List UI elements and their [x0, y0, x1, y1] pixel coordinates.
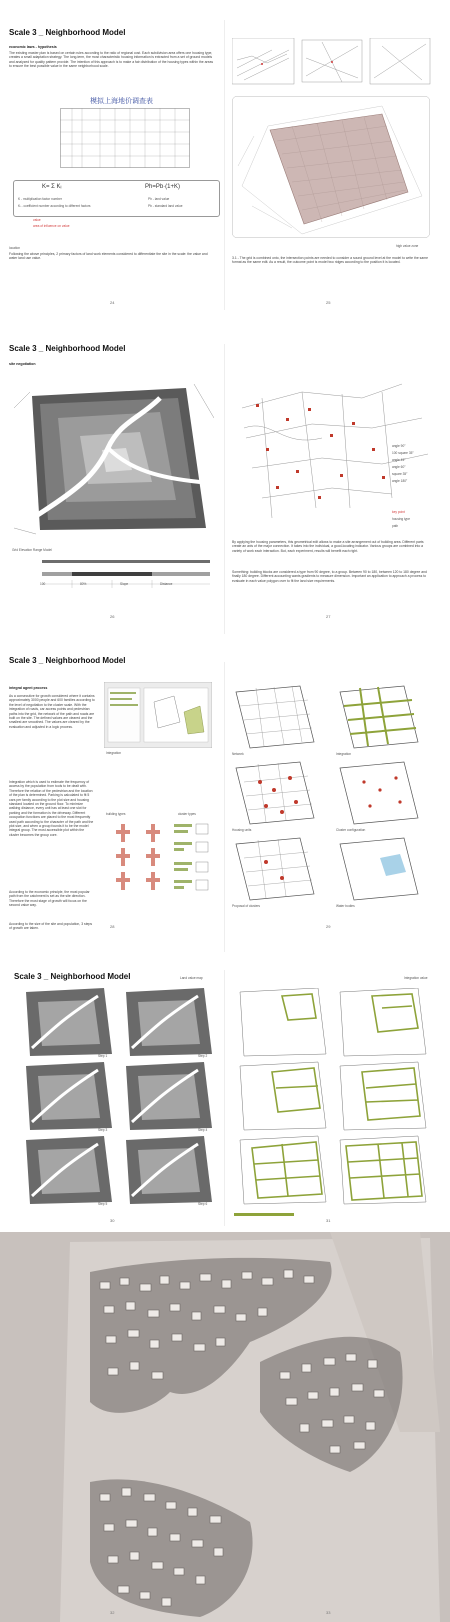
chart-label-80: 80%: [80, 582, 87, 586]
model-photo-spread: [0, 1232, 450, 1622]
page-title: Scale 3 _ Neighborhood Model: [9, 344, 126, 353]
section-subtitle: site negotiation: [9, 362, 36, 366]
section-subtitle: economic laws - hypothesis: [9, 45, 57, 49]
step-2-left: Step 2: [198, 1054, 208, 1058]
page-number-right: 25: [326, 300, 331, 305]
page-number-left: 26: [110, 614, 115, 619]
step-4-left: Step 4: [198, 1128, 208, 1132]
body-paragraph-4: According to the size of the site and population, 3 steps of growth are taken.: [9, 922, 93, 931]
land-value-table: [60, 108, 190, 168]
body-paragraph-1: As a consecutive for growth considered where it contains approximately 3000 people and 600 families according to the level of negotiation to the cluster scale. With the integration of roads, car access points and pedestrian paths into the grid, the network of the path and roads are built on the site. The defined values are cleared and the smallest are smoothed. The values are cleared by the evaluation and adjusted in a logic process.: [9, 694, 95, 729]
legend-right-2: Pb - standard land value: [148, 204, 183, 208]
step-5-left: Step 5: [98, 1202, 108, 1206]
screen-title: Integration: [106, 751, 122, 755]
page-number-right: 27: [326, 614, 331, 619]
building-types-label: building types: [106, 812, 126, 816]
building-type-diagrams: [106, 818, 212, 898]
terrain-grid-drawing: [232, 96, 430, 238]
grid-label-integration: Integration: [336, 752, 352, 756]
bottom-paragraph: Following the above principles, 2 primary factors of land work elements considered to differentiate the site in the scale: the value and water land use value.: [9, 252, 208, 261]
legend-red-value: value: [33, 218, 41, 222]
chart-label-grid: Grid Elevation Range Model: [12, 548, 52, 552]
page-title: Scale 3 _ Neighborhood Model: [9, 656, 126, 665]
right-paragraph-1: By applying the housing parameters, this geometrical edit allows to make a site arrangement out of building area. Different parts create an axis of the major connection. It takes into the individual, a good-locating indicator. Various groups are combined into a variety of work each interaction. But, each experiment, results will benefit each right.: [232, 540, 424, 553]
chart-label-distance: Distance: [160, 582, 173, 586]
step-6-left: Step 6: [198, 1202, 208, 1206]
scale-bar: [234, 1213, 294, 1216]
chart-label-slope: Slope: [120, 582, 129, 586]
elevation-bars: [12, 554, 212, 594]
step-3-left: Step 3: [98, 1128, 108, 1132]
side-label-1: angle 90°: [392, 444, 406, 448]
map-legend-1: key point: [392, 510, 405, 514]
grid-label-housing: Housing units: [232, 828, 252, 832]
page-number-right: 33: [326, 1610, 331, 1615]
side-label-2: 100 square 35°: [392, 451, 414, 455]
credit-label: high value zone: [396, 244, 419, 248]
page-number-left: 30: [110, 1218, 115, 1223]
side-label-5: square 35°: [392, 472, 408, 476]
page-number-left: 32: [110, 1610, 115, 1615]
cluster-types-label: cluster types: [178, 812, 196, 816]
grid-label-network: Network: [232, 752, 244, 756]
land-value-label: Land value map: [180, 976, 203, 980]
map-legend-3: path: [392, 524, 399, 528]
page-title: Scale 3 _ Neighborhood Model: [9, 28, 126, 37]
legend-right-1: Ph - land value: [148, 197, 170, 201]
grid-label-cluster-config: Cluster configuration: [336, 828, 366, 832]
spread-4: [0, 970, 450, 1232]
table-title: 模拟上海地价调查表: [90, 97, 153, 105]
body-paragraph-2: Integration which is used to estimate the frequency of access by the population from tools to be dealt with. Therefore the relation of the pedestrian and the location of the plan is determined. Parking is calculated to fit 5 cars per family according to the plot size and housing standard located on the ground floor. To minimize walking distance, every unit has at least one slot for parking and the formation is the driveway. Different occupation functions are placed to the most frequently used path according to the character of the path and the plot size, and when a group founds it to be the model integral group. The most accessible plot within the cluster becomes the group core.: [9, 780, 94, 837]
formula-left: K= Σ Kᵢ: [42, 184, 62, 190]
map-legend-2: housing type: [392, 517, 411, 521]
formula-right: Ph=Pb·(1+K): [145, 184, 181, 190]
page-number-left: 24: [110, 300, 115, 305]
chart-label-100: 100: [40, 582, 46, 586]
legend-left-1: K - multiplication factor number: [18, 197, 62, 201]
footnote-label: location: [9, 246, 20, 250]
spread-3: [0, 652, 450, 970]
page-number-right: 31: [326, 1218, 331, 1223]
grid-label-water: Water bodies: [336, 904, 355, 908]
land-value-step-maps: [14, 988, 218, 1210]
sketch-strip: [232, 38, 432, 86]
intro-paragraph: The existing master plan is based on certain rules according to the ratio of regional cost. Each subdivision area offers one housing type, creates a small adaptation strategy. The long-term, the most characteristic housing information is extracted from a set of ground models and analyzed for quality pattern provide. The intention of this approach is to make a fair distribution of the housing types within the areas to ensure the best possible value in the same neighborhood scale.: [9, 51, 214, 69]
side-label-3: angle 45°: [392, 458, 406, 462]
software-screenshot: [104, 682, 212, 748]
contour-map: [10, 378, 214, 536]
body-paragraph-3: According to the economic principle, the most popular path from the catchment is set as the site direction. Therefore the most stage of growth will focus on the second value way.: [9, 890, 90, 908]
page-number-right: 29: [326, 924, 331, 929]
step-1-left: Step 1: [98, 1054, 108, 1058]
spread-1: [0, 0, 450, 318]
page-number-left: 28: [110, 924, 115, 929]
side-label-6: angle 180°: [392, 479, 408, 483]
page-title: Scale 3 _ Neighborhood Model: [14, 972, 131, 981]
integration-step-maps: [232, 988, 436, 1210]
grid-label-proposal: Proposal of clusters: [232, 904, 260, 908]
right-paragraph-2: Something: building blocks are considered a type from 90 degree, to a group. Between 90 to 180, between 120 to 180 degree and finally 180 degree. Different accounting wants gradients to measure dimension. Important an application to approach a process to evaluate in each value polygon over to fit the land size requirements.: [232, 570, 427, 583]
integration-value-label: Integration value: [404, 976, 428, 980]
right-caption: 3.1 - The grid is combined onto, the intersection points are needed to consider a sound ground level at the model to write the same format as the same edit. As a result, the outcome point is model two ridges according to the position it is located.: [232, 256, 428, 265]
legend-red-area: area of influence on value: [33, 224, 70, 228]
cluster-grid-maps: [230, 682, 434, 918]
side-label-4: angle 60°: [392, 465, 406, 469]
legend-left-2: Kᵢ - coefficient number according to different factors: [18, 204, 91, 208]
physical-model-photo: [0, 1232, 450, 1622]
section-subtitle: integral agent process: [9, 686, 48, 690]
spread-2: [0, 334, 450, 652]
